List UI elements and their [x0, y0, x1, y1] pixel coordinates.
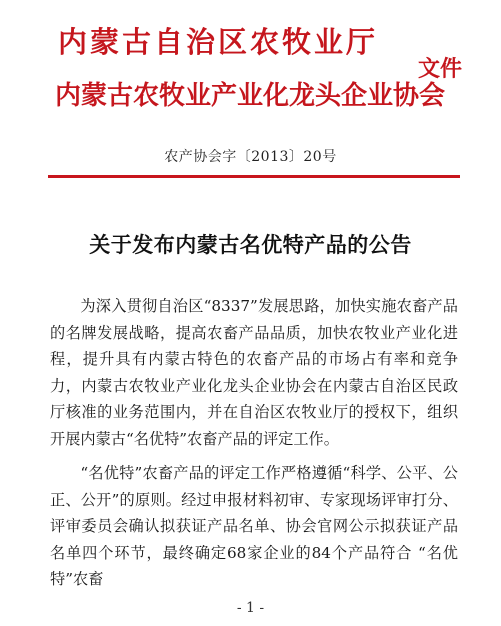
- issuer-name-primary: 内蒙古自治区农牧业厅: [58, 25, 379, 59]
- letterhead: [0, 0, 501, 120]
- document-type-label: 文件: [418, 56, 463, 82]
- red-divider-rule: [48, 175, 460, 178]
- body-paragraph-2: “名优特”农畜产品的评定工作严格遵循“科学、公平、公正、公开”的原则。经过申报材料初审、专家现场评审打分、评审委员会确认拟获证产品名单、协会官网公示拟获证产品名单四个环节，最终确定68家企业的84个产品符合 “名优特”农畜: [50, 464, 458, 588]
- page-number: - 1 -: [236, 600, 265, 616]
- body-paragraph-1: 为深入贯彻自治区“8337”发展思路，加快实施农畜产品的名牌发展战略，提高农畜产品品质，加快农牧业产业化进程，提升具有内蒙古特色的农畜产品的市场占有率和竞争力，内蒙古农牧业产业化龙头企业协会在内蒙古自治区民政厅核准的业务范围内，并在自治区农牧业厅的授权下，组织开展内蒙古“名优特”农畜产品的评定工作。: [50, 297, 458, 448]
- document-body: [50, 293, 458, 593]
- document-number: 农产协会字〔2013〕20号: [164, 149, 337, 165]
- document-title: 关于发布内蒙古名优特产品的公告: [89, 232, 412, 257]
- issuer-name-secondary: 内蒙古农牧业产业化龙头企业协会: [55, 81, 446, 111]
